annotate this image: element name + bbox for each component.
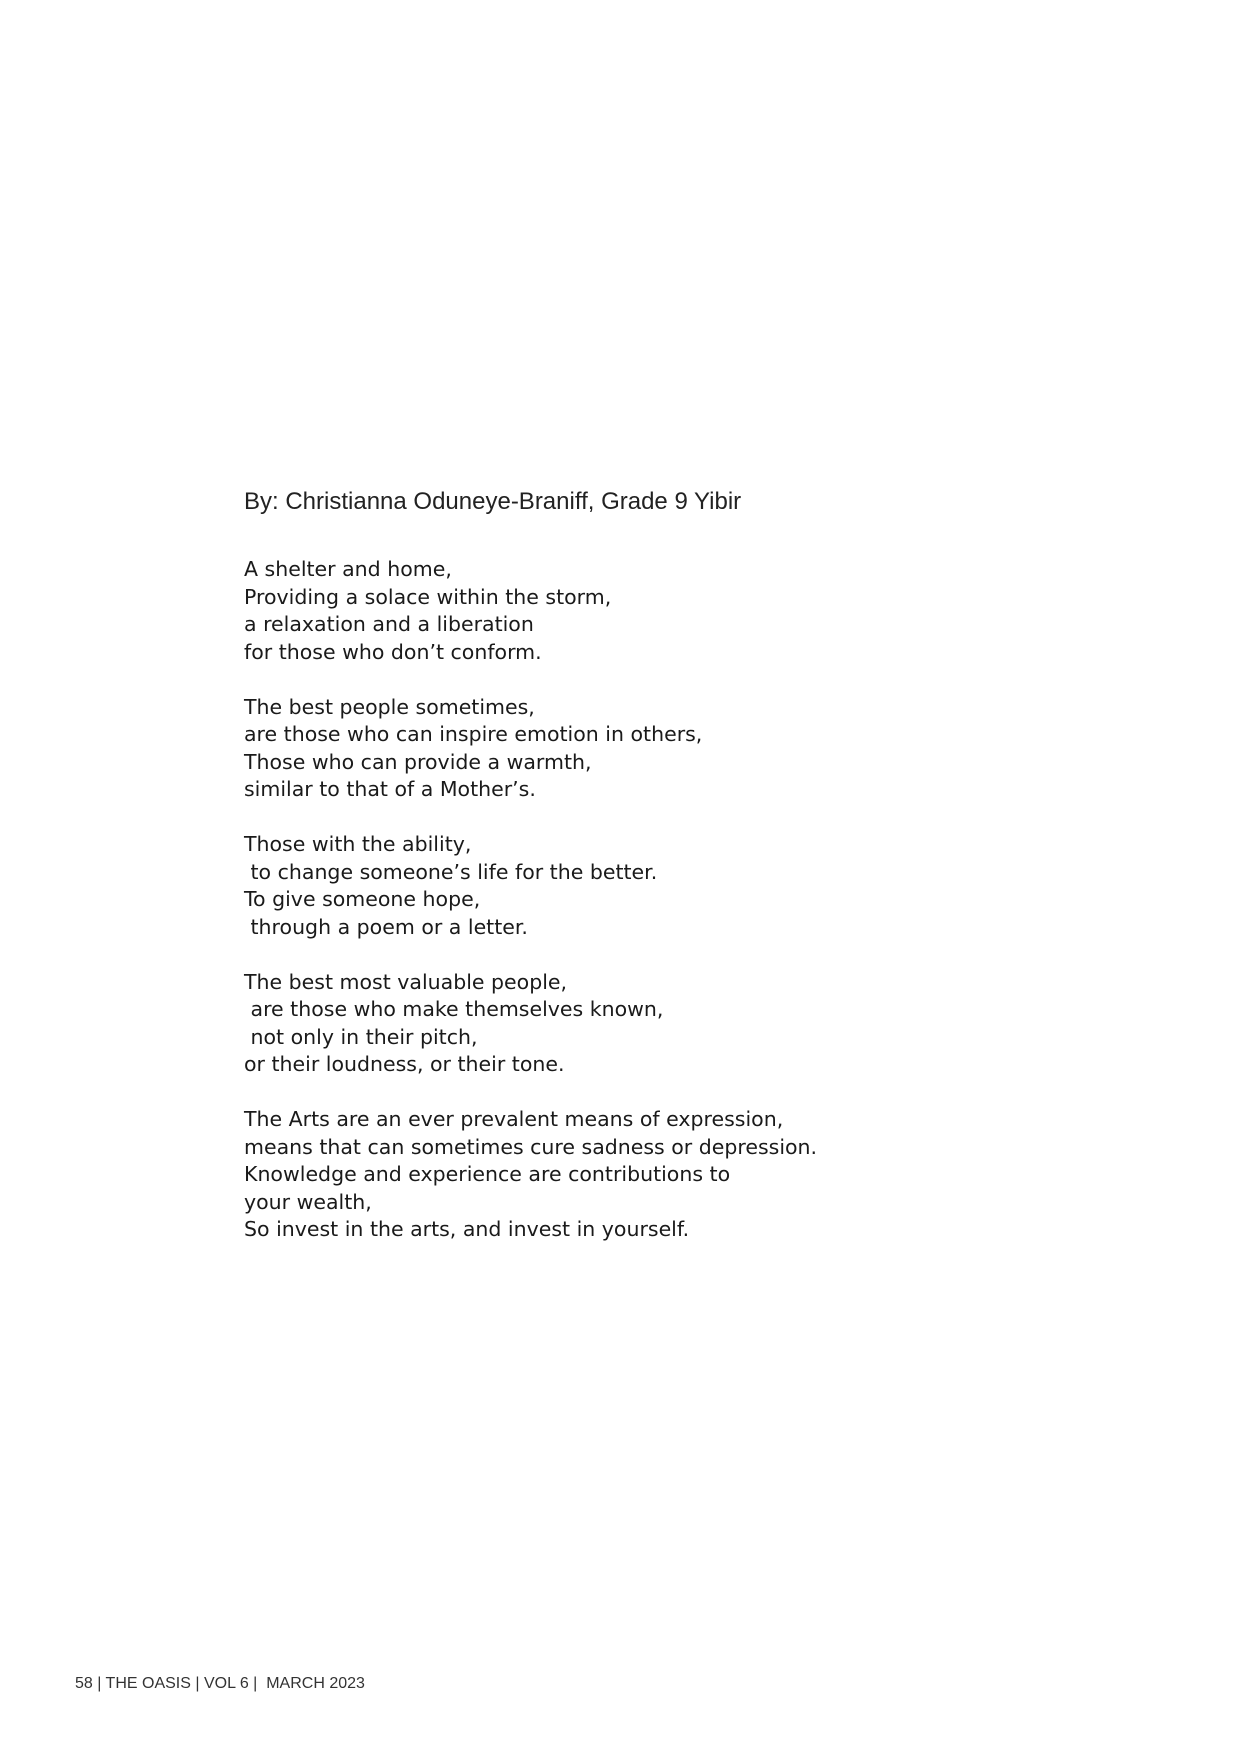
poem-line: a relaxation and a liberation [244,612,534,636]
poem-line: not only in their pitch, [244,1024,478,1049]
poem-stanza [244,969,1044,1079]
poem-stanza [244,694,1044,804]
poem-line: Those with the ability, [244,832,472,856]
poem-line: are those who can inspire emotion in others, [244,722,703,746]
poem-line: To give someone hope, [244,887,481,911]
poem-stanza [244,556,1044,666]
poem-body [244,556,1044,1271]
poem-line: or their loudness, or their tone. [244,1052,565,1076]
poem-line: for those who don’t conform. [244,639,542,664]
poem-line: Providing a solace within the storm, [244,584,612,609]
poem-line: Knowledge and experience are contributions to [244,1162,731,1186]
poem-line: So invest in the arts, and invest in yourself. [244,1217,690,1241]
author-byline: By: Christianna Oduneye-Braniff, Grade 9 Yibir [244,488,742,515]
page-footer: 58 | THE OASIS | VOL 6 | MARCH 2023 [75,1675,365,1692]
poem-stanza [244,831,1044,941]
poem-line: The Arts are an ever prevalent means of expression, [244,1107,784,1131]
poem-line: your wealth, [244,1189,372,1214]
poem-line: similar to that of a Mother’s. [244,777,536,801]
poem-line: means that can sometimes cure sadness or depression. [244,1134,818,1159]
poem-stanza [244,1106,1044,1244]
poem-line: Those who can provide a warmth, [244,749,592,774]
poem-line: The best people sometimes, [244,694,535,719]
poem-line: A shelter and home, [244,557,452,581]
poem-line: through a poem or a letter. [244,914,528,939]
poem-line: are those who make themselves known, [244,997,664,1021]
poem-line: The best most valuable people, [244,969,568,994]
poem-line: to change someone’s life for the better. [244,859,658,884]
